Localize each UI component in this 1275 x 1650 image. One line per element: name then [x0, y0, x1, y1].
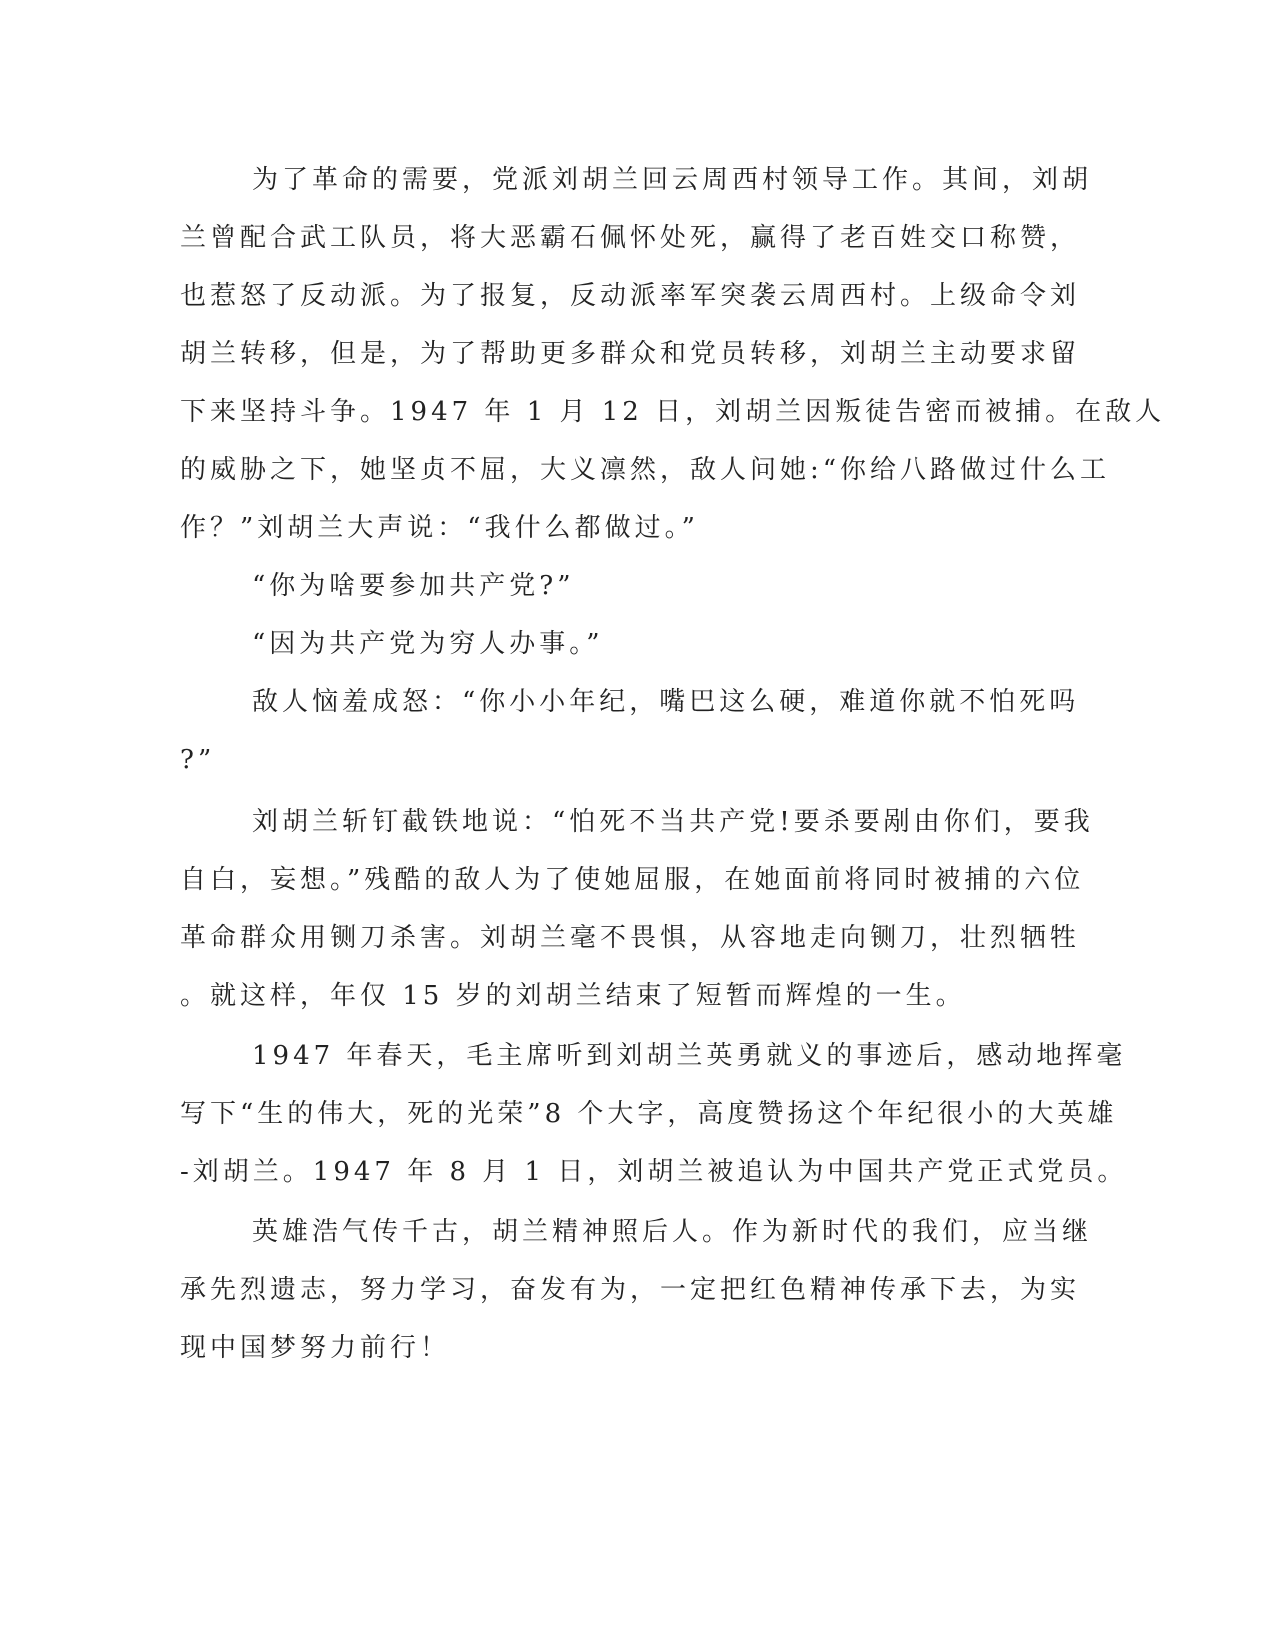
text-line: 自白，妄想。”残酷的敌人为了使她屈服，在她面前将同时被捕的六位 [180, 865, 1085, 895]
text-line: 英雄浩气传千古，胡兰精神照后人。作为新时代的我们，应当继 [252, 1217, 1093, 1247]
text-line: 。就这样，年仅 15 岁的刘胡兰结束了短暂而辉煌的一生。 [180, 981, 966, 1011]
text-line: “因为共产党为穷人办事。” [252, 629, 604, 659]
text-line: 承先烈遗志，努力学习，奋发有为，一定把红色精神传承下去，为实 [180, 1275, 1081, 1305]
text-line: 兰曾配合武工队员，将大恶霸石佩怀处死，赢得了老百姓交口称赞， [180, 223, 1081, 253]
text-line: 1947 年春天，毛主席听到刘胡兰英勇就义的事迹后，感动地挥毫 [252, 1041, 1127, 1071]
text-line: 写下“生的伟大，死的光荣”8 个大字，高度赞扬这个年纪很小的大英雄 [180, 1099, 1118, 1129]
text-line: -刘胡兰。1947 年 8 月 1 日，刘胡兰被追认为中国共产党正式党员。 [180, 1157, 1128, 1187]
text-line: 敌人恼羞成怒：“你小小年纪，嘴巴这么硬，难道你就不怕死吗 [252, 687, 1080, 717]
text-line: 革命群众用铡刀杀害。刘胡兰毫不畏惧，从容地走向铡刀，壮烈牺牲 [180, 923, 1081, 953]
text-line: ?” [180, 745, 216, 775]
text-line: “你为啥要参加共产党?” [252, 571, 575, 601]
text-line: 也惹怒了反动派。为了报复，反动派率军突袭云周西村。上级命令刘 [180, 281, 1081, 311]
text-line: 刘胡兰斩钉截铁地说：“怕死不当共产党!要杀要剐由你们，要我 [252, 807, 1094, 837]
text-line: 作？”刘胡兰大声说：“我什么都做过。” [180, 513, 699, 543]
text-line: 下来坚持斗争。1947 年 1 月 12 日，刘胡兰因叛徒告密而被捕。在敌人 [180, 397, 1166, 427]
text-line: 胡兰转移，但是，为了帮助更多群众和党员转移，刘胡兰主动要求留 [180, 339, 1081, 369]
text-line: 为了革命的需要，党派刘胡兰回云周西村领导工作。其间，刘胡 [252, 165, 1093, 195]
text-line: 的威胁之下，她坚贞不屈，大义凛然，敌人问她:“你给八路做过什么工 [180, 455, 1111, 485]
text-line: 现中国梦努力前行！ [180, 1333, 451, 1363]
